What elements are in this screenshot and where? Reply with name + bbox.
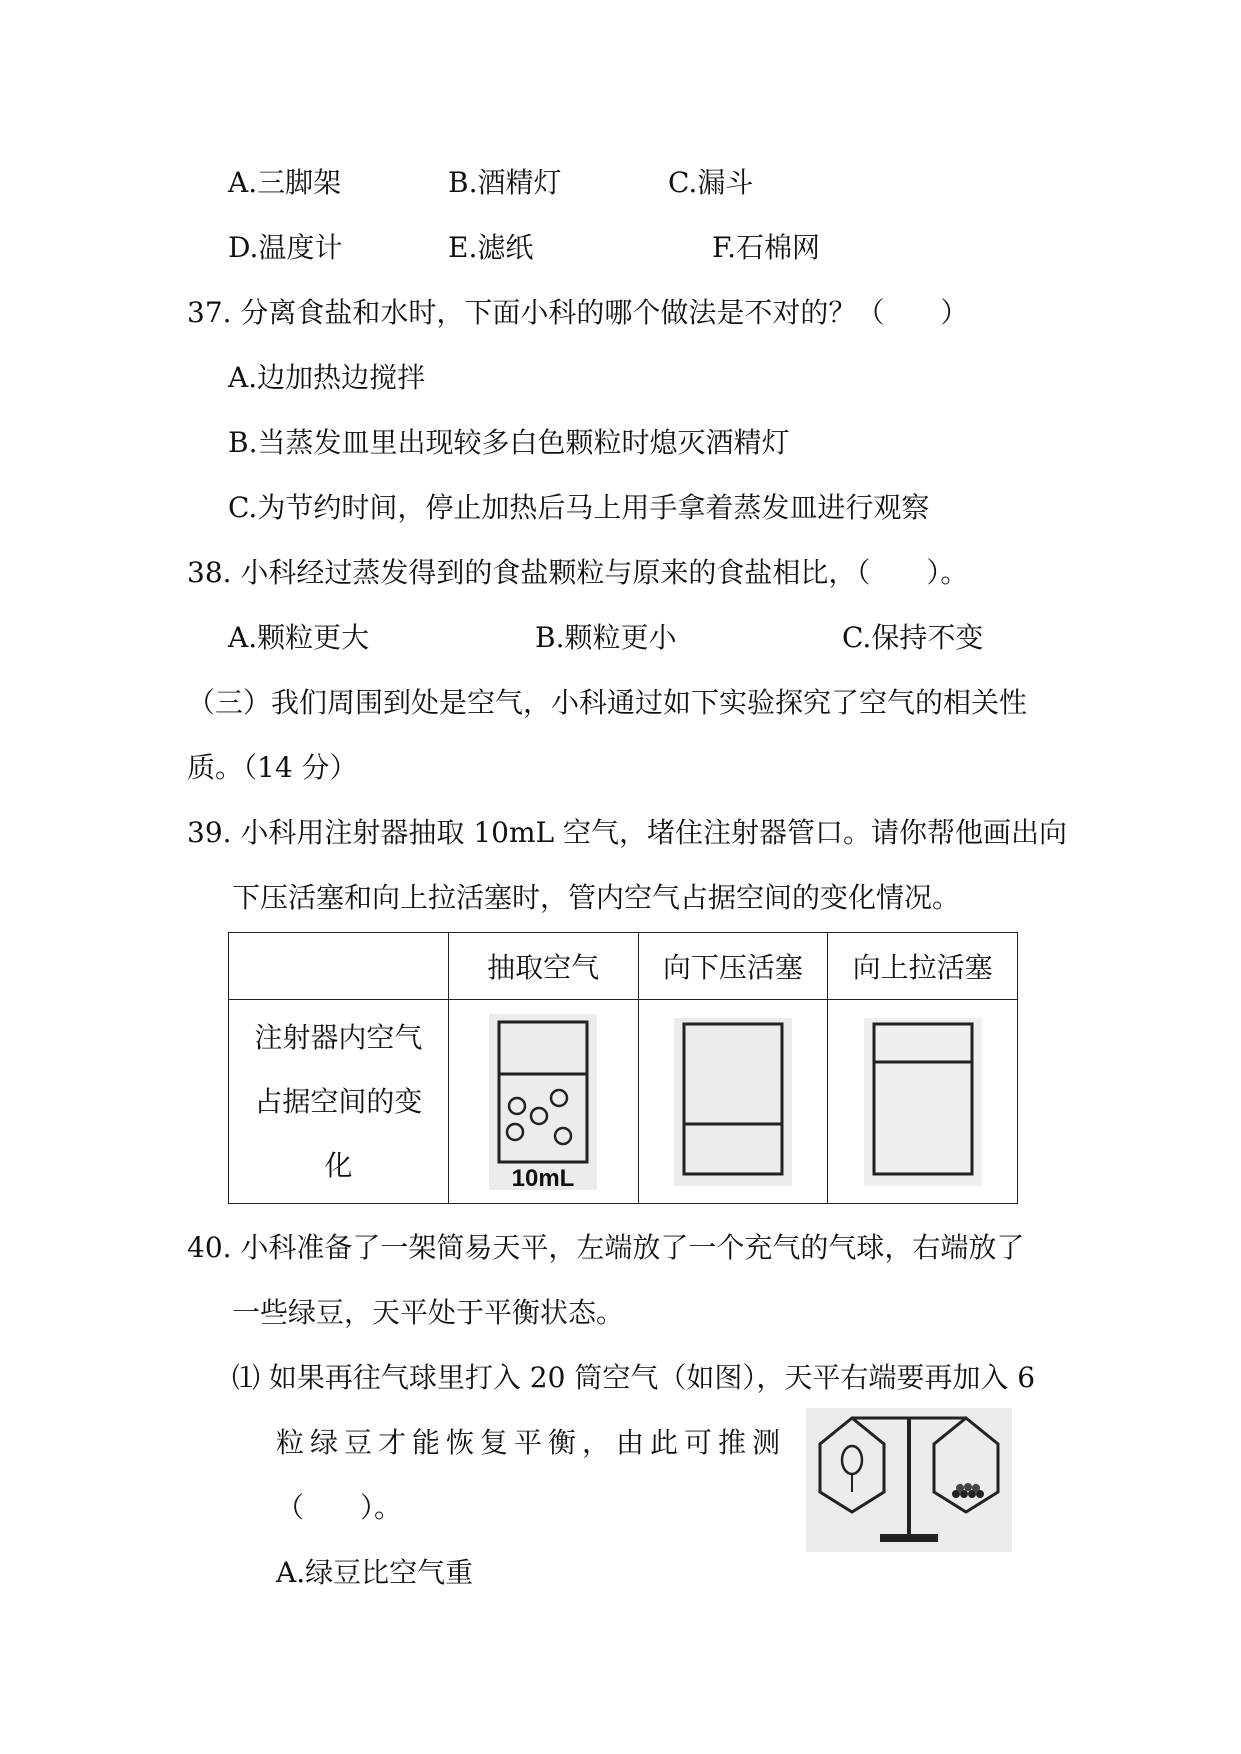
balance-scale-icon xyxy=(806,1408,1012,1552)
q40-stem-line2: 一些绿豆，天平处于平衡状态。 xyxy=(232,1296,625,1329)
q38-option-c: C.保持不变 xyxy=(842,621,984,654)
q39-stem-line1: 39. 小科用注射器抽取 10mL 空气，堵住注射器管口。请你帮他画出向 xyxy=(187,816,1068,849)
q37-option-c: C.为节约时间，停止加热后马上用手拿着蒸发皿进行观察 xyxy=(228,491,930,524)
q36-option-c: C.漏斗 xyxy=(668,166,754,199)
syringe-table xyxy=(228,932,1018,1204)
q39-stem-line2: 下压活塞和向上拉活塞时，管内空气占据空间的变化情况。 xyxy=(232,881,961,914)
q38-stem: 38. 小科经过蒸发得到的食盐颗粒与原来的食盐相比，（ ）。 xyxy=(187,556,969,589)
q37-option-a: A.边加热边搅拌 xyxy=(228,361,426,394)
cell-pull-up xyxy=(828,1000,1018,1204)
cell-push-down xyxy=(638,1000,828,1204)
section3-intro-line1: （三）我们周围到处是空气，小科通过如下实验探究了空气的相关性 xyxy=(187,686,1028,719)
q40-sub1-line3: （ ）。 xyxy=(276,1491,403,1524)
row-label-line1: 注射器内空气 xyxy=(254,1020,423,1054)
cell-draw-air xyxy=(448,1000,638,1204)
balance-figure xyxy=(806,1408,1012,1552)
syringe-pull-up-icon xyxy=(864,1018,982,1186)
q40-stem-line1: 40. 小科准备了一架简易天平，左端放了一个充气的气球，右端放了 xyxy=(187,1231,1025,1264)
q40-sub1-line2: 粒绿豆才能恢复平衡，由此可推测 xyxy=(276,1426,787,1459)
syringe-volume-label: 10mL xyxy=(511,1164,575,1190)
table-header-draw-air: 抽取空气 xyxy=(448,933,638,1000)
row-label-line2: 占据空间的变 xyxy=(254,1084,423,1118)
syringe-drawn-air-icon xyxy=(489,1014,597,1190)
table-header-empty xyxy=(229,933,449,1000)
q36-option-f: F.石棉网 xyxy=(712,231,820,264)
q36-option-b: B.酒精灯 xyxy=(448,166,562,199)
q36-option-d: D.温度计 xyxy=(228,231,343,264)
q40-option-a: A.绿豆比空气重 xyxy=(276,1556,474,1589)
q36-option-a: A.三脚架 xyxy=(228,166,342,199)
syringe-push-down-icon xyxy=(674,1018,792,1186)
table-row-label xyxy=(229,1000,449,1204)
row-label-line3: 化 xyxy=(324,1148,353,1182)
q37-stem: 37. 分离食盐和水时，下面小科的哪个做法是不对的？（ ） xyxy=(187,296,969,329)
q37-option-b: B.当蒸发皿里出现较多白色颗粒时熄灭酒精灯 xyxy=(228,426,790,459)
q36-option-e: E.滤纸 xyxy=(448,231,534,264)
table-header-pull-up: 向上拉活塞 xyxy=(828,933,1018,1000)
table-header-push-down: 向下压活塞 xyxy=(638,933,828,1000)
q38-option-b: B.颗粒更小 xyxy=(535,621,677,654)
q40-sub1-line1: ⑴ 如果再往气球里打入 20 筒空气（如图），天平右端要再加入 6 xyxy=(232,1361,1036,1394)
section3-intro-line2: 质。（14 分） xyxy=(187,751,358,784)
q38-option-a: A.颗粒更大 xyxy=(228,621,370,654)
